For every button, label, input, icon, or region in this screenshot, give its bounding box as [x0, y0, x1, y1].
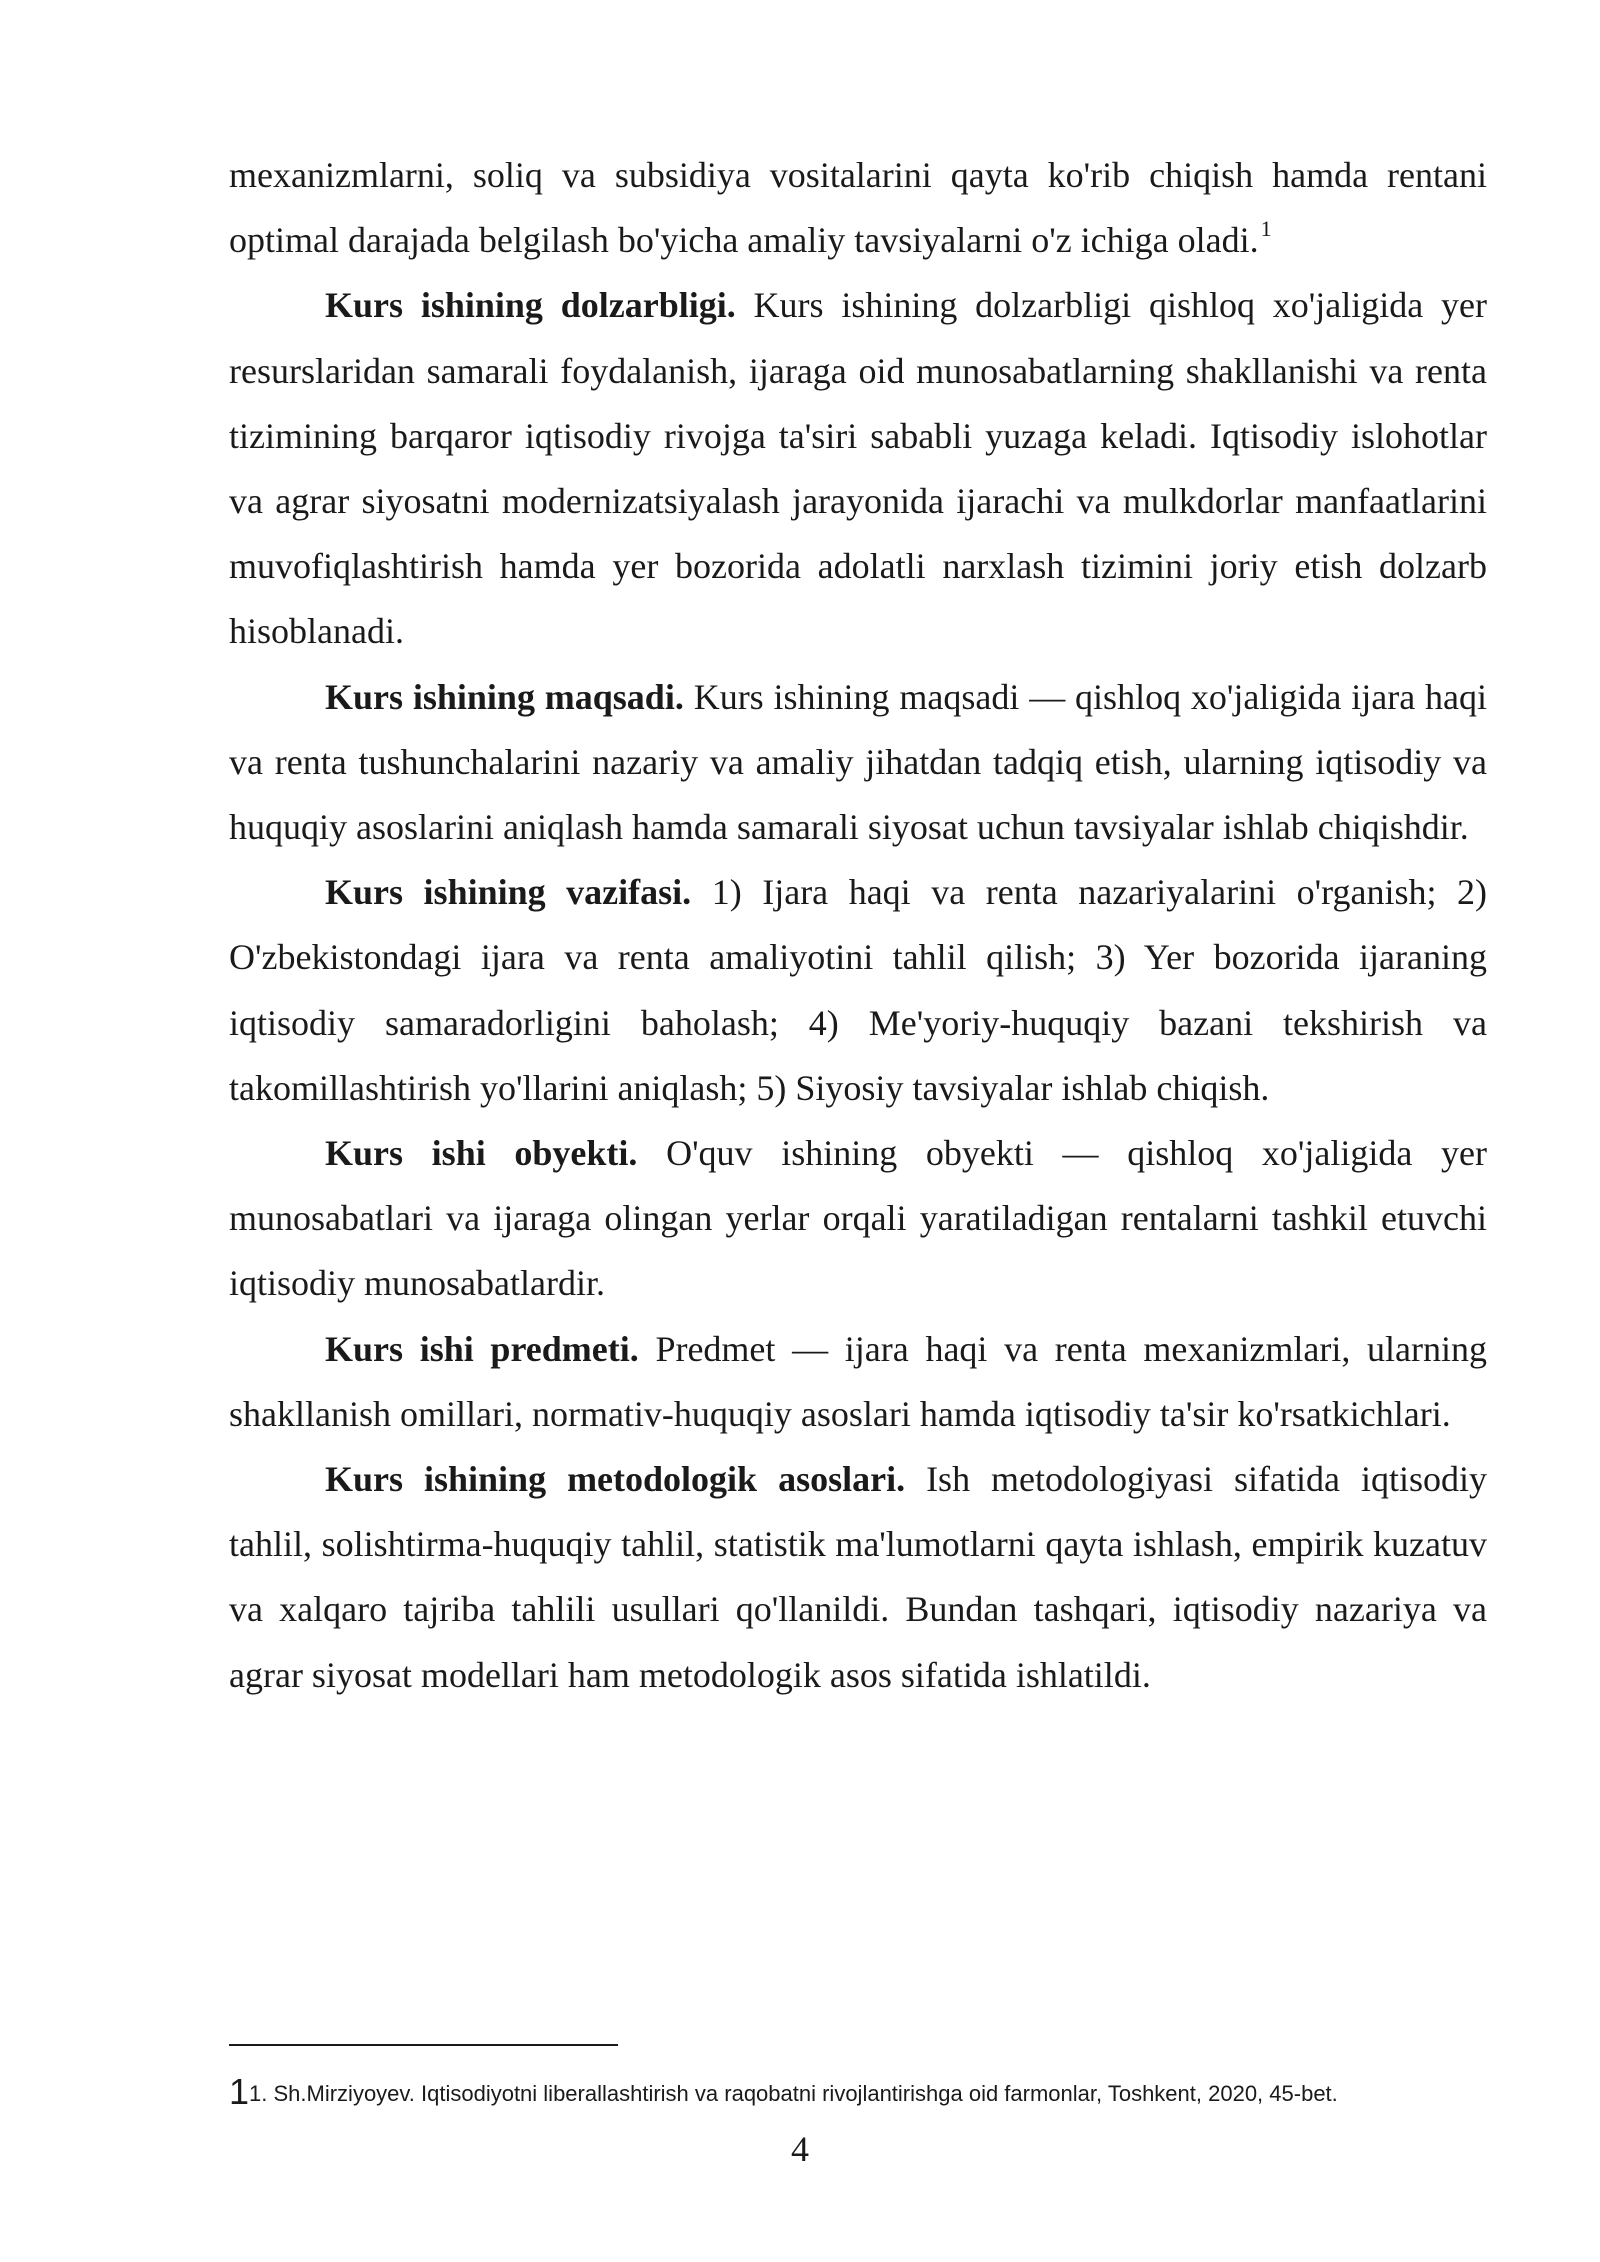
- paragraph-heading: Kurs ishining metodologik asoslari.: [325, 1459, 906, 1500]
- paragraph-text: O'quv ishining obyekti — qishloq xo'jaligida yer munosabatlari va ijaraga olingan yerlar orqali yaratiladigan rentalarni tashkil etuvchi iqtisodiy munosabatlardir.: [229, 1133, 1487, 1304]
- page-number: 4: [791, 2129, 809, 2169]
- paragraph-heading: Kurs ishi predmeti.: [325, 1328, 639, 1369]
- footnote-separator: [229, 2044, 618, 2046]
- paragraph-tasks: [229, 860, 1487, 1121]
- paragraph-methodology: [229, 1447, 1487, 1708]
- paragraph-continuation: [229, 143, 1487, 273]
- body-text: [229, 143, 1487, 1708]
- paragraph-goal: [229, 665, 1487, 861]
- paragraph-text: Kurs ishining dolzarbligi qishloq xo'jaligida yer resurslaridan samarali foydalanish, ijaraga oid munosabatlarning shakllanishi va renta tizimining barqaror iqtisodiy rivojga ta'siri sababli yuzaga keladi. Iqtisodiy islohotlar va agrar siyosatni modernizatsiyalash jarayonida ijarachi va mulkdorlar manfaatlarini muvofiqlashtirish hamda yer bozorida adolatli narxlash tizimini joriy etish dolzarb hisoblanadi.: [229, 285, 1487, 652]
- footnote-text: 1. Sh.Mirziyoyev. Iqtisodiyotni liberallashtirish va raqobatni rivojlantirishga oid farmonlar, Toshkent, 2020, 45-bet.: [249, 2081, 1338, 2106]
- paragraph-object: [229, 1121, 1487, 1317]
- paragraph-text: Predmet — ijara haqi va renta mexanizmlari, ularning shakllanish omillari, normativ-huquqiy asoslari hamda iqtisodiy ta'sir ko'rsatkichlari.: [229, 1328, 1487, 1434]
- paragraph-heading: Kurs ishining vazifasi.: [325, 872, 692, 913]
- paragraph-heading: Kurs ishining maqsadi.: [325, 676, 684, 717]
- footnote-reference[interactable]: 1: [1260, 216, 1272, 242]
- paragraph-text: 1) Ijara haqi va renta nazariyalarini o'rganish; 2) O'zbekistondagi ijara va renta amaliyotini tahlil qilish; 3) Yer bozorida ijaraning iqtisodiy samaradorligini baholash; 4) Me'yoriy-huquqiy bazani tekshirish va takomillashtirish yo'llarini aniqlash; 5) Siyosiy tavsiyalar ishlab chiqish.: [229, 872, 1487, 1108]
- paragraph-heading: Kurs ishining dolzarbligi.: [325, 285, 736, 326]
- paragraph-text: Ish metodologiyasi sifatida iqtisodiy tahlil, solishtirma-huquqiy tahlil, statistik ma'lumotlarni qayta ishlash, empirik kuzatuv va xalqaro tajriba tahlili usullari qo'llanildi. Bundan tashqari, iqtisodiy nazariya va agrar siyosat modellari ham metodologik asos sifatida ishlatildi.: [229, 1459, 1487, 1695]
- paragraph-text: mexanizmlarni, soliq va subsidiya vositalarini qayta ko'rib chiqish hamda rentani optimal darajada belgilash bo'yicha amaliy tavsiyalarni o'z ichiga oladi.: [229, 155, 1487, 261]
- footnote: [229, 2072, 1529, 2114]
- footnote-mark: 1: [229, 2071, 250, 2112]
- paragraph-text: Kurs ishining maqsadi — qishloq xo'jaligida ijara haqi va renta tushunchalarini nazariy va amaliy jihatdan tadqiq etish, ularning iqtisodiy va huquqiy asoslarini aniqlash hamda samarali siyosat uchun tavsiyalar ishlab chiqishdir.: [229, 676, 1487, 848]
- paragraph-relevance: [229, 273, 1487, 664]
- paragraph-heading: Kurs ishi obyekti.: [325, 1133, 638, 1174]
- paragraph-subject: [229, 1317, 1487, 1447]
